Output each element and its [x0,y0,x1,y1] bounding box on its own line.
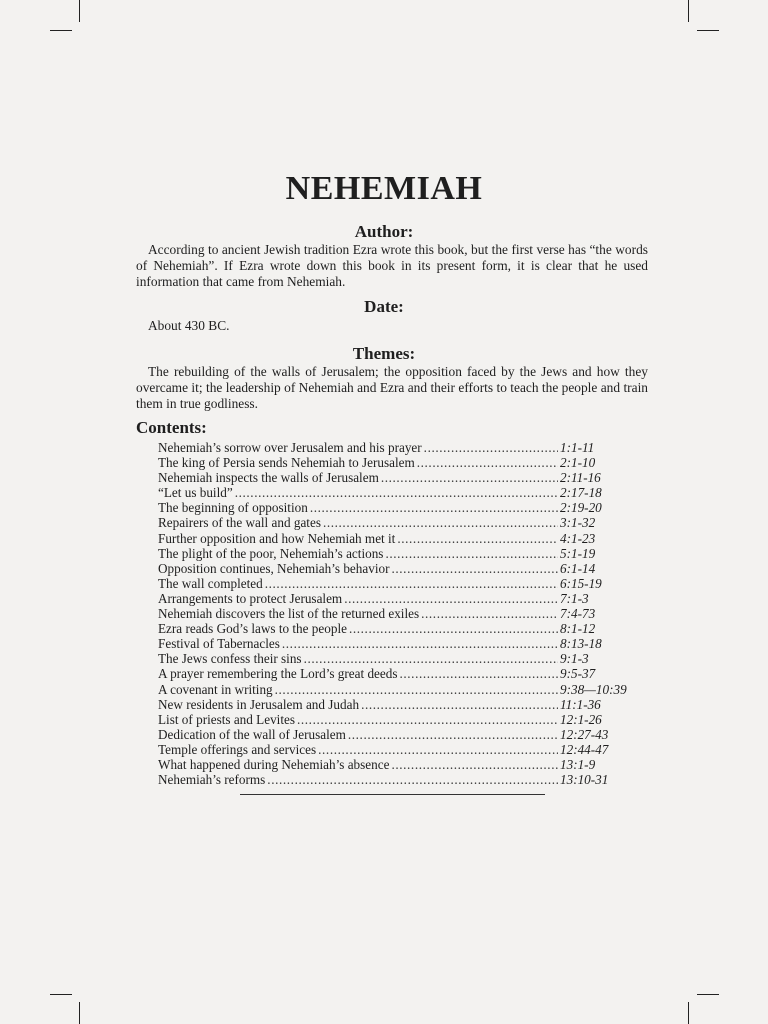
dot-leader [381,470,558,485]
dot-leader [349,621,558,636]
themes-text: The rebuilding of the walls of Jerusalem; the opposition faced by the Jews and how they overcame it; the leadership of Nehemiah and Ezra and their efforts to teach the people and train them in true godliness. [136,364,648,411]
contents-item-title: Nehemiah inspects the walls of Jerusalem [158,470,379,486]
contents-item-reference: 9:5-37 [560,666,596,682]
crop-mark-bottom-left-vertical [79,1002,80,1024]
contents-item-title: Nehemiah’s reforms [158,772,266,788]
contents-item [158,636,632,651]
contents-item-reference: 2:19-20 [560,500,602,516]
contents-item-reference: 8:13-18 [560,636,602,652]
contents-item [158,606,632,621]
contents-item-reference: 12:1-26 [560,711,602,727]
dot-leader [344,591,558,606]
dot-leader [282,636,558,651]
dot-leader [391,561,558,576]
contents-item-title: “Let us build” [158,485,233,501]
contents-item-title: Repairers of the wall and gates [158,515,321,531]
contents-item-reference: 2:17-18 [560,485,602,501]
contents-item-reference: 12:44-47 [560,741,609,757]
dot-leader [361,697,558,712]
dot-leader [267,772,558,787]
contents-item [158,772,632,787]
contents-item [158,561,632,576]
crop-mark-top-left-horizontal [50,30,72,31]
contents-item [158,455,632,470]
dot-leader [318,742,558,757]
dot-leader [397,531,558,546]
dot-leader [304,651,558,666]
contents-item-reference: 6:15-19 [560,575,602,591]
contents-item-title: A prayer remembering the Lord’s great deeds [158,666,398,682]
contents-item-reference: 7:4-73 [560,606,596,622]
contents-item [158,576,632,591]
dot-leader [265,576,558,591]
dot-leader [323,515,558,530]
crop-mark-bottom-left-horizontal [50,994,72,995]
contents-item [158,757,632,772]
crop-mark-bottom-right-vertical [688,1002,689,1024]
dot-leader [424,440,558,455]
contents-item [158,697,632,712]
contents-item-title: List of priests and Levites [158,711,295,727]
contents-item-reference: 13:10-31 [560,772,609,788]
contents-item [158,440,632,455]
page-title: NEHEMIAH [285,170,483,207]
contents-item-title: The plight of the poor, Nehemiah’s actions [158,545,384,561]
dot-leader [399,666,558,681]
contents-item-title: A covenant in writing [158,681,273,697]
contents-item-reference: 5:1-19 [560,545,596,561]
contents-item-title: Opposition continues, Nehemiah’s behavior [158,560,390,576]
contents-item-reference: 13:1-9 [560,756,596,772]
contents-item-title: Dedication of the wall of Jerusalem [158,726,346,742]
dot-leader [235,485,558,500]
contents-item [158,742,632,757]
end-rule-divider [240,794,545,795]
contents-item-reference: 9:1-3 [560,651,589,667]
dot-leader [275,682,558,697]
contents-item-title: The wall completed [158,575,263,591]
contents-item-reference: 11:1-36 [560,696,601,712]
contents-item-reference: 7:1-3 [560,590,589,606]
contents-item [158,546,632,561]
contents-item-title: Nehemiah’s sorrow over Jerusalem and his prayer [158,440,422,455]
dot-leader [417,455,558,470]
author-text: According to ancient Jewish tradition Ezra wrote this book, but the first verse has “the words of Nehemiah”. If Ezra wrote down this book in its present form, it is clear that he used information that came from Nehemiah. [136,242,648,289]
contents-item-title: What happened during Nehemiah’s absence [158,756,390,772]
contents-item-reference: 3:1-32 [560,515,596,531]
contents-item [158,485,632,500]
crop-mark-top-left-vertical [79,0,80,22]
contents-item [158,515,632,530]
crop-mark-top-right-vertical [688,0,689,22]
contents-item-title: The Jews confess their sins [158,651,302,667]
author-heading: Author: [354,222,414,241]
dot-leader [297,712,558,727]
contents-item-reference: 2:1-10 [560,455,596,471]
dot-leader [348,727,558,742]
date-text: About 430 BC. [148,318,230,333]
contents-item [158,666,632,681]
crop-mark-top-right-horizontal [697,30,719,31]
contents-item [158,727,632,742]
contents-item-reference: 2:11-16 [560,470,601,486]
themes-heading: Themes: [352,344,416,363]
contents-item-reference: 1:1-11 [560,440,595,455]
contents-item-title: The beginning of opposition [158,500,308,516]
dot-leader [310,500,558,515]
contents-item-reference: 4:1-23 [560,530,596,546]
contents-item-title: Temple offerings and services [158,741,317,757]
contents-item-title: Further opposition and how Nehemiah met it [158,530,396,546]
contents-item-title: Festival of Tabernacles [158,636,280,652]
contents-item-reference: 8:1-12 [560,621,596,637]
contents-item [158,500,632,515]
dot-leader [421,606,558,621]
contents-item [158,470,632,485]
contents-heading: Contents: [136,418,207,437]
dot-leader [391,757,558,772]
contents-item [158,651,632,666]
contents-list [158,440,632,787]
contents-item-title: The king of Persia sends Nehemiah to Jerusalem [158,455,415,471]
date-heading: Date: [364,297,404,316]
contents-item-reference: 9:38—10:39 [560,681,627,697]
contents-item-title: Ezra reads God’s laws to the people [158,621,347,637]
crop-mark-bottom-right-horizontal [697,994,719,995]
contents-item [158,531,632,546]
contents-item-reference: 6:1-14 [560,560,596,576]
contents-item [158,591,632,606]
contents-item-reference: 12:27-43 [560,726,609,742]
dot-leader [385,546,558,561]
contents-item [158,682,632,697]
contents-item-title: Arrangements to protect Jerusalem [158,590,343,606]
contents-item [158,712,632,727]
contents-item [158,621,632,636]
contents-item-title: New residents in Jerusalem and Judah [158,696,360,712]
contents-item-title: Nehemiah discovers the list of the returned exiles [158,606,420,622]
